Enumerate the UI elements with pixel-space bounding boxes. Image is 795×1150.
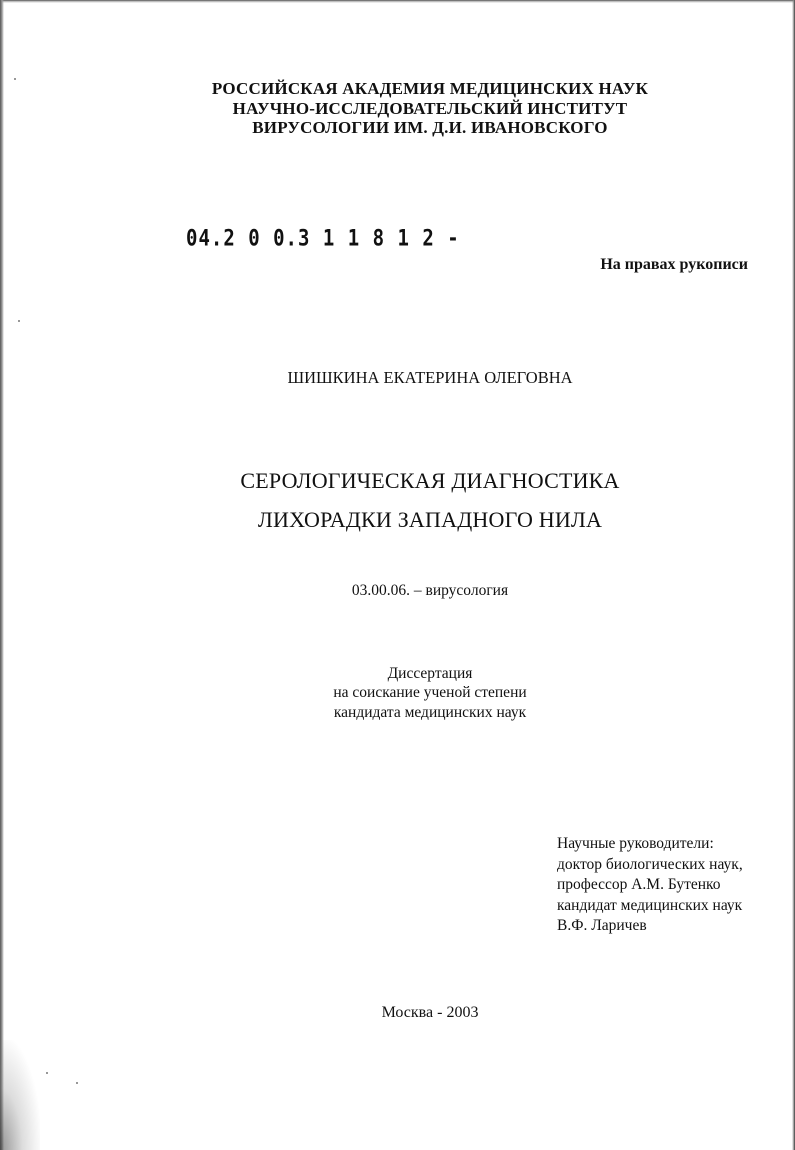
scan-edge-top <box>0 0 795 3</box>
dissertation-line-3: кандидата медицинских наук <box>333 704 527 721</box>
author-name: ШИШКИНА ЕКАТЕРИНА ОЛЕГОВНА <box>287 368 573 387</box>
thesis-title-line-2: ЛИХОРАДКИ ЗАПАДНОГО НИЛА <box>257 507 603 532</box>
supervisors-heading: Научные руководители: <box>557 835 714 852</box>
dissertation-line-2: на соискание ученой степени <box>333 684 527 701</box>
city-and-year: Москва - 2003 <box>381 1004 479 1021</box>
scan-speck <box>46 1072 48 1074</box>
supervisor-line: кандидат медицинских наук <box>557 896 743 914</box>
dissertation-line-1: Диссертация <box>387 665 473 682</box>
scan-corner-smudge <box>0 1040 40 1150</box>
supervisors-block <box>557 834 743 937</box>
institution-line-1: РОССИЙСКАЯ АКАДЕМИЯ МЕДИЦИНСКИХ НАУК <box>211 79 649 98</box>
specialty-code: 03.00.06. – вирусология <box>351 582 509 599</box>
institution-line-2: НАУЧНО-ИССЛЕДОВАТЕЛЬСКИЙ ИНСТИТУТ <box>232 99 628 118</box>
scan-speck <box>76 1082 78 1084</box>
scan-edge-left <box>0 0 4 1150</box>
supervisor-line: В.Ф. Ларичев <box>557 917 647 934</box>
scan-speck <box>18 320 20 322</box>
manuscript-rights-note: На правах рукописи <box>600 256 748 273</box>
thesis-title-line-1: СЕРОЛОГИЧЕСКАЯ ДИАГНОСТИКА <box>240 468 620 493</box>
supervisor-line: профессор А.М. Бутенко <box>557 876 721 893</box>
supervisor-line: доктор биологических наук, <box>557 855 743 873</box>
registration-stamp-number: 04.2 0 0.3 1 1 8 1 2 - <box>186 226 460 252</box>
institution-line-3: ВИРУСОЛОГИИ ИМ. Д.И. ИВАНОВСКОГО <box>252 118 608 137</box>
